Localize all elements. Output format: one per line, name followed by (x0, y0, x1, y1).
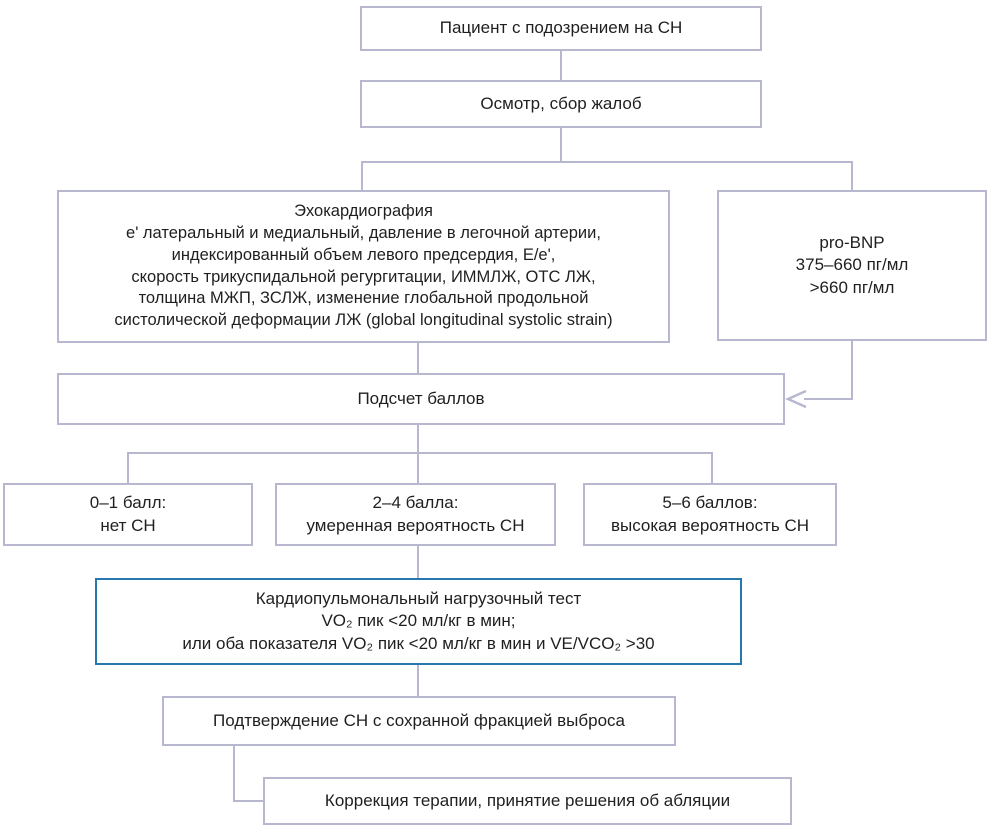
node-text: Эхокардиография (294, 202, 433, 221)
node-score-5-6-high (583, 483, 837, 546)
node-text: >660 пг/мл (809, 277, 895, 297)
node-text: 0–1 балл: (89, 493, 167, 513)
connector-split-to-probnp (851, 161, 853, 190)
node-text: e' латеральный и медиальный, давление в легочной артерии, (126, 223, 601, 242)
connector-cpet-to-confirm (417, 665, 419, 696)
node-text: нет СН (100, 515, 156, 535)
connector-probnp-to-score (804, 398, 853, 400)
connector-splitter-to-high (711, 452, 713, 483)
node-text: высокая вероятность СН (610, 515, 810, 535)
connector-echo-to-score (417, 343, 419, 373)
node-text: или оба показателя VO₂ пик <20 мл/кг в мин и VE/VCO₂ >30 (182, 633, 655, 653)
node-text: 2–4 балла: (372, 493, 459, 513)
connector-exam-split-stub (560, 128, 562, 162)
node-text: Подтверждение СН с сохранной фракцией выброса (213, 710, 625, 730)
connector-score-down-stub (417, 425, 419, 454)
node-hfpef-confirmation (162, 696, 676, 746)
node-patient-suspected-hf (360, 6, 762, 51)
node-therapy-correction-ablation (263, 777, 792, 825)
node-text: скорость трикуспидальной регургитации, ИММЛЖ, ОТС ЛЖ, (131, 267, 596, 286)
node-text: VO₂ пик <20 мл/кг в мин; (321, 611, 516, 631)
connector-split-to-echo (361, 161, 363, 190)
node-text: Коррекция терапии, принятие решения об абляции (324, 790, 731, 810)
node-text: толщина МЖП, ЗСЛЖ, изменение глобальной продольной (138, 289, 589, 308)
connector-patient-exam (560, 51, 562, 80)
node-text: индексированный объем левого предсердия, E/e', (171, 245, 556, 264)
node-text: Осмотр, сбор жалоб (480, 93, 642, 113)
node-text: систолической деформации ЛЖ (global longitudinal systolic strain) (114, 311, 613, 330)
connector-mid-to-cpet (417, 546, 419, 578)
connector-confirm-down (233, 746, 235, 802)
node-text: Пациент с подозрением на СН (439, 18, 683, 38)
node-exam-complaints (360, 80, 762, 128)
connector-splitter-to-low (127, 452, 129, 483)
node-text: 375–660 пг/мл (795, 255, 909, 275)
node-score-2-4-moderate (275, 483, 556, 546)
node-text: pro-BNP (819, 233, 885, 253)
node-pro-bnp (717, 190, 987, 341)
node-echocardiography (57, 190, 670, 343)
connector-score-splitter (127, 452, 713, 454)
node-cardiopulmonary-test (95, 578, 742, 665)
arrowhead-left-icon (785, 389, 807, 409)
connector-split-horizontal (361, 161, 853, 163)
node-text: Кардиопульмональный нагрузочный тест (255, 589, 582, 609)
node-score-calculation (57, 373, 785, 425)
connector-elbow-to-correction (233, 800, 263, 802)
node-text: Подсчет баллов (357, 388, 485, 408)
node-text: 5–6 баллов: (662, 493, 758, 513)
node-score-0-1-no-hf (3, 483, 253, 546)
connector-splitter-to-mid (417, 452, 419, 483)
connector-probnp-down (851, 341, 853, 400)
node-text: умеренная вероятность СН (306, 515, 525, 535)
